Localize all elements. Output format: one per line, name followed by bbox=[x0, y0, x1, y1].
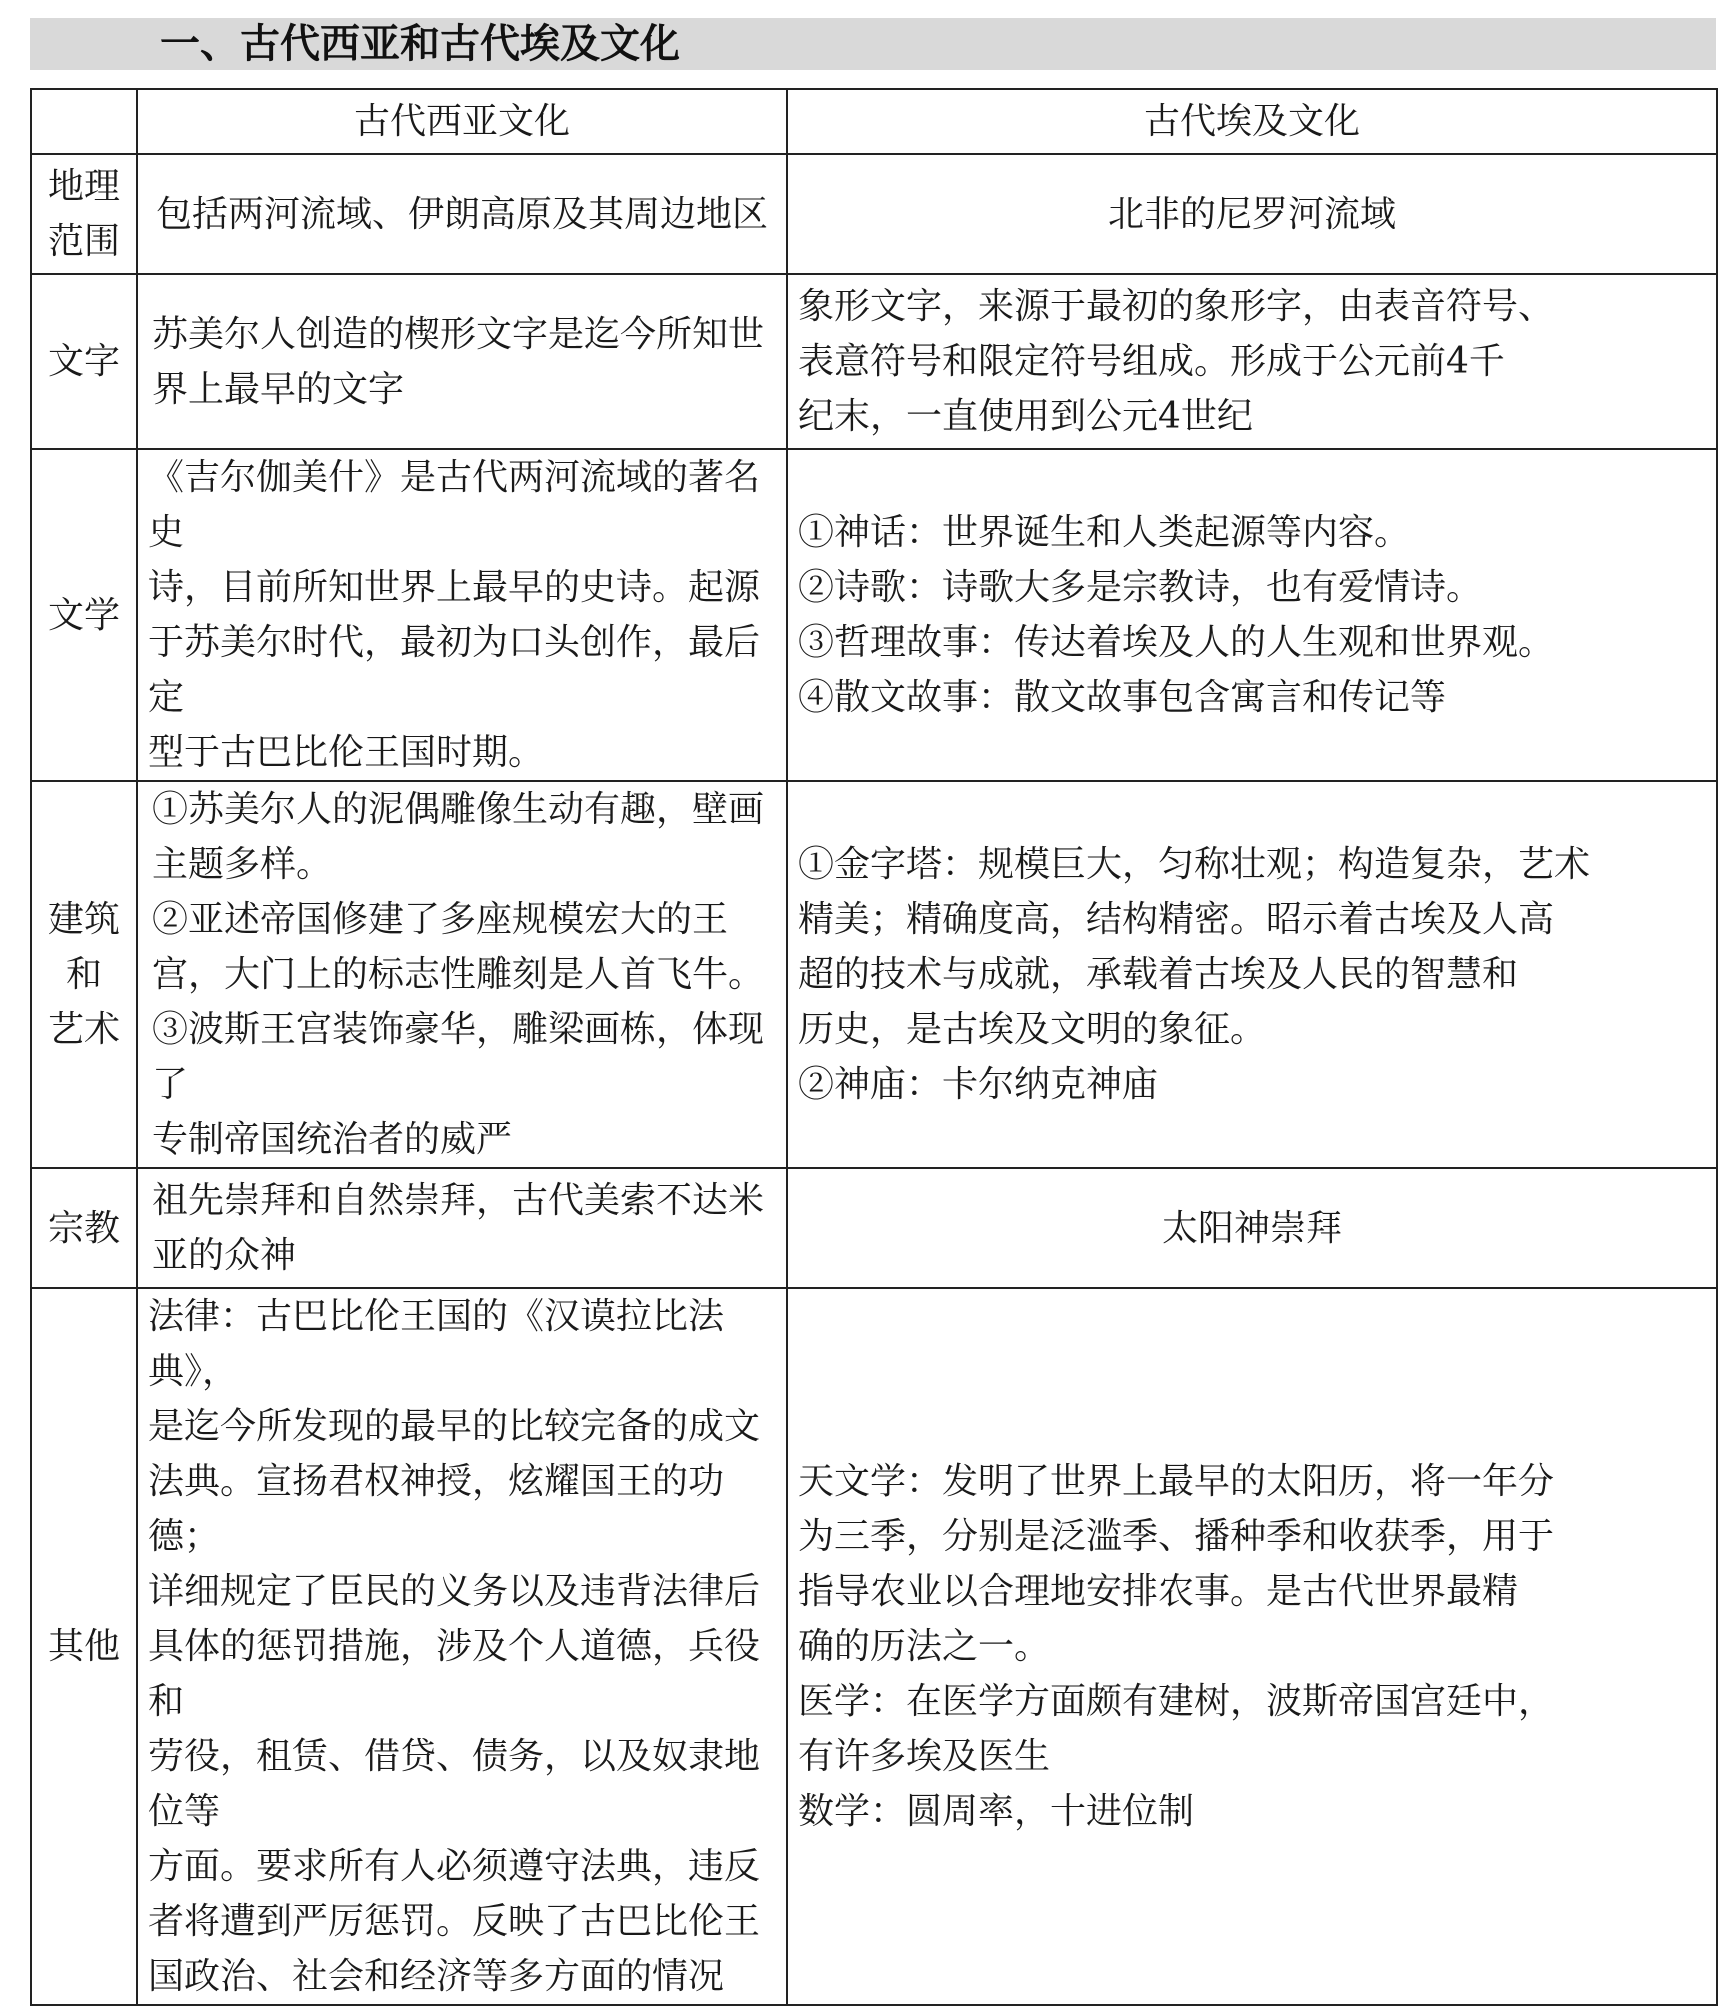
cell-west-asia-architecture-art bbox=[137, 781, 787, 1168]
cell-line: ③哲理故事：传达着埃及人的人生观和世界观。 bbox=[798, 622, 1555, 663]
row-label-line: 艺术 bbox=[47, 1009, 120, 1050]
cell-line: 宫，大门上的标志性雕刻是人首飞牛。 bbox=[152, 954, 765, 995]
table-row bbox=[31, 781, 1717, 1168]
cell-egypt-religion bbox=[787, 1168, 1717, 1288]
cell-west-asia-other bbox=[137, 1288, 787, 2005]
row-label-architecture-art bbox=[31, 781, 137, 1168]
cell-line: 北非的尼罗河流域 bbox=[1107, 193, 1396, 235]
cell-egypt-literature bbox=[787, 449, 1717, 781]
row-label-geography bbox=[31, 154, 137, 274]
row-label-line: 和 bbox=[65, 954, 102, 995]
cell-line: 祖先崇拜和自然崇拜，古代美索不达米 bbox=[152, 1180, 765, 1221]
row-label-line: 其他 bbox=[47, 1626, 120, 1667]
row-label-line: 地理 bbox=[47, 166, 120, 207]
cell-line: 数学：圆周率，十进位制 bbox=[798, 1791, 1195, 1832]
table-header-row bbox=[31, 89, 1717, 154]
cell-line: 诗，目前所知世界上最早的史诗。起源 bbox=[148, 567, 761, 608]
cell-line: 具体的惩罚措施，涉及个人道德，兵役和 bbox=[148, 1626, 761, 1722]
row-label-literature bbox=[31, 449, 137, 781]
row-label-script bbox=[31, 274, 137, 449]
cell-line: 《吉尔伽美什》是古代两河流域的著名史 bbox=[148, 457, 761, 553]
cell-line: 超的技术与成就，承载着古埃及人民的智慧和 bbox=[798, 954, 1519, 995]
cell-line: 是迄今所发现的最早的比较完备的成文 bbox=[148, 1406, 761, 1447]
table-row bbox=[31, 1168, 1717, 1288]
cell-line: 指导农业以合理地安排农事。是古代世界最精 bbox=[798, 1571, 1519, 1612]
cell-west-asia-religion bbox=[137, 1168, 787, 1288]
row-label-line: 建筑 bbox=[47, 899, 120, 940]
cell-line: 精美；精确度高，结构精密。昭示着古埃及人高 bbox=[798, 899, 1555, 940]
table-row bbox=[31, 449, 1717, 781]
cell-line: ②神庙：卡尔纳克神庙 bbox=[798, 1064, 1159, 1105]
cell-line: ①金字塔：规模巨大，匀称壮观；构造复杂，艺术 bbox=[798, 844, 1591, 885]
cell-line: 详细规定了臣民的义务以及违背法律后 bbox=[148, 1571, 761, 1612]
cell-line: ①苏美尔人的泥偶雕像生动有趣，壁画 bbox=[152, 789, 765, 830]
table-row bbox=[31, 154, 1717, 274]
cell-line: 者将遭到严厉惩罚。反映了古巴比伦王 bbox=[148, 1901, 761, 1942]
comparison-table bbox=[30, 88, 1718, 2006]
row-label-line: 范围 bbox=[47, 221, 120, 262]
cell-line: 为三季，分别是泛滥季、播种季和收获季，用于 bbox=[798, 1516, 1555, 1557]
row-label-line: 文字 bbox=[47, 341, 120, 382]
cell-west-asia-script bbox=[137, 274, 787, 449]
cell-line: 劳役，租赁、借贷、债务，以及奴隶地位等 bbox=[148, 1736, 761, 1832]
cell-line: ①神话：世界诞生和人类起源等内容。 bbox=[798, 512, 1411, 553]
cell-line: 法典。宣扬君权神授，炫耀国王的功德； bbox=[148, 1461, 725, 1557]
cell-line: ②诗歌：诗歌大多是宗教诗，也有爱情诗。 bbox=[798, 567, 1483, 608]
header-west-asia: 古代西亚文化 bbox=[137, 89, 787, 154]
cell-line: 专制帝国统治者的威严 bbox=[152, 1119, 513, 1160]
row-label-line: 宗教 bbox=[47, 1207, 120, 1249]
cell-line: 亚的众神 bbox=[152, 1235, 297, 1276]
cell-line: 于苏美尔时代，最初为口头创作，最后定 bbox=[148, 622, 761, 718]
cell-egypt-geography bbox=[787, 154, 1717, 274]
cell-line: 苏美尔人创造的楔形文字是迄今所知世 bbox=[152, 313, 765, 355]
row-label-other bbox=[31, 1288, 137, 2005]
cell-line: ②亚述帝国修建了多座规模宏大的王 bbox=[152, 899, 729, 940]
cell-west-asia-geography bbox=[137, 154, 787, 274]
cell-egypt-other bbox=[787, 1288, 1717, 2005]
cell-line: 包括两河流域、伊朗高原及其周边地区 bbox=[155, 193, 768, 235]
cell-line: 医学：在医学方面颇有建树，波斯帝国宫廷中， bbox=[798, 1681, 1555, 1722]
cell-line: 表意符号和限定符号组成。形成于公元前4千 bbox=[798, 341, 1505, 382]
table-row bbox=[31, 1288, 1717, 2005]
cell-west-asia-literature bbox=[137, 449, 787, 781]
row-label-religion bbox=[31, 1168, 137, 1288]
header-corner-cell bbox=[31, 89, 137, 154]
header-egypt: 古代埃及文化 bbox=[787, 89, 1717, 154]
cell-line: 法律：古巴比伦王国的《汉谟拉比法典》， bbox=[148, 1296, 725, 1392]
cell-line: 象形文字，来源于最初的象形字，由表音符号、 bbox=[798, 286, 1555, 327]
cell-egypt-script bbox=[787, 274, 1717, 449]
cell-line: 国政治、社会和经济等多方面的情况 bbox=[148, 1956, 725, 1997]
cell-egypt-architecture-art bbox=[787, 781, 1717, 1168]
cell-line: 方面。要求所有人必须遵守法典，违反 bbox=[148, 1846, 761, 1887]
cell-line: 主题多样。 bbox=[152, 844, 333, 885]
cell-line: 型于古巴比伦王国时期。 bbox=[148, 732, 545, 773]
cell-line: 确的历法之一。 bbox=[798, 1626, 1051, 1667]
cell-line: ④散文故事：散文故事包含寓言和传记等 bbox=[798, 677, 1447, 718]
cell-line: 历史，是古埃及文明的象征。 bbox=[798, 1009, 1267, 1050]
row-label-line: 文学 bbox=[47, 594, 120, 636]
cell-line: 天文学：发明了世界上最早的太阳历，将一年分 bbox=[798, 1461, 1555, 1502]
cell-line: 太阳神崇拜 bbox=[1161, 1207, 1342, 1249]
cell-line: 有许多埃及医生 bbox=[798, 1736, 1051, 1777]
cell-line: ③波斯王宫装饰豪华，雕梁画栋，体现了 bbox=[152, 1009, 765, 1105]
table-row bbox=[31, 274, 1717, 449]
cell-line: 界上最早的文字 bbox=[152, 368, 405, 410]
cell-line: 纪末，一直使用到公元4世纪 bbox=[798, 396, 1253, 437]
section-title-bar bbox=[30, 18, 1716, 70]
section-title: 一、古代西亚和古代埃及文化 bbox=[160, 21, 680, 67]
